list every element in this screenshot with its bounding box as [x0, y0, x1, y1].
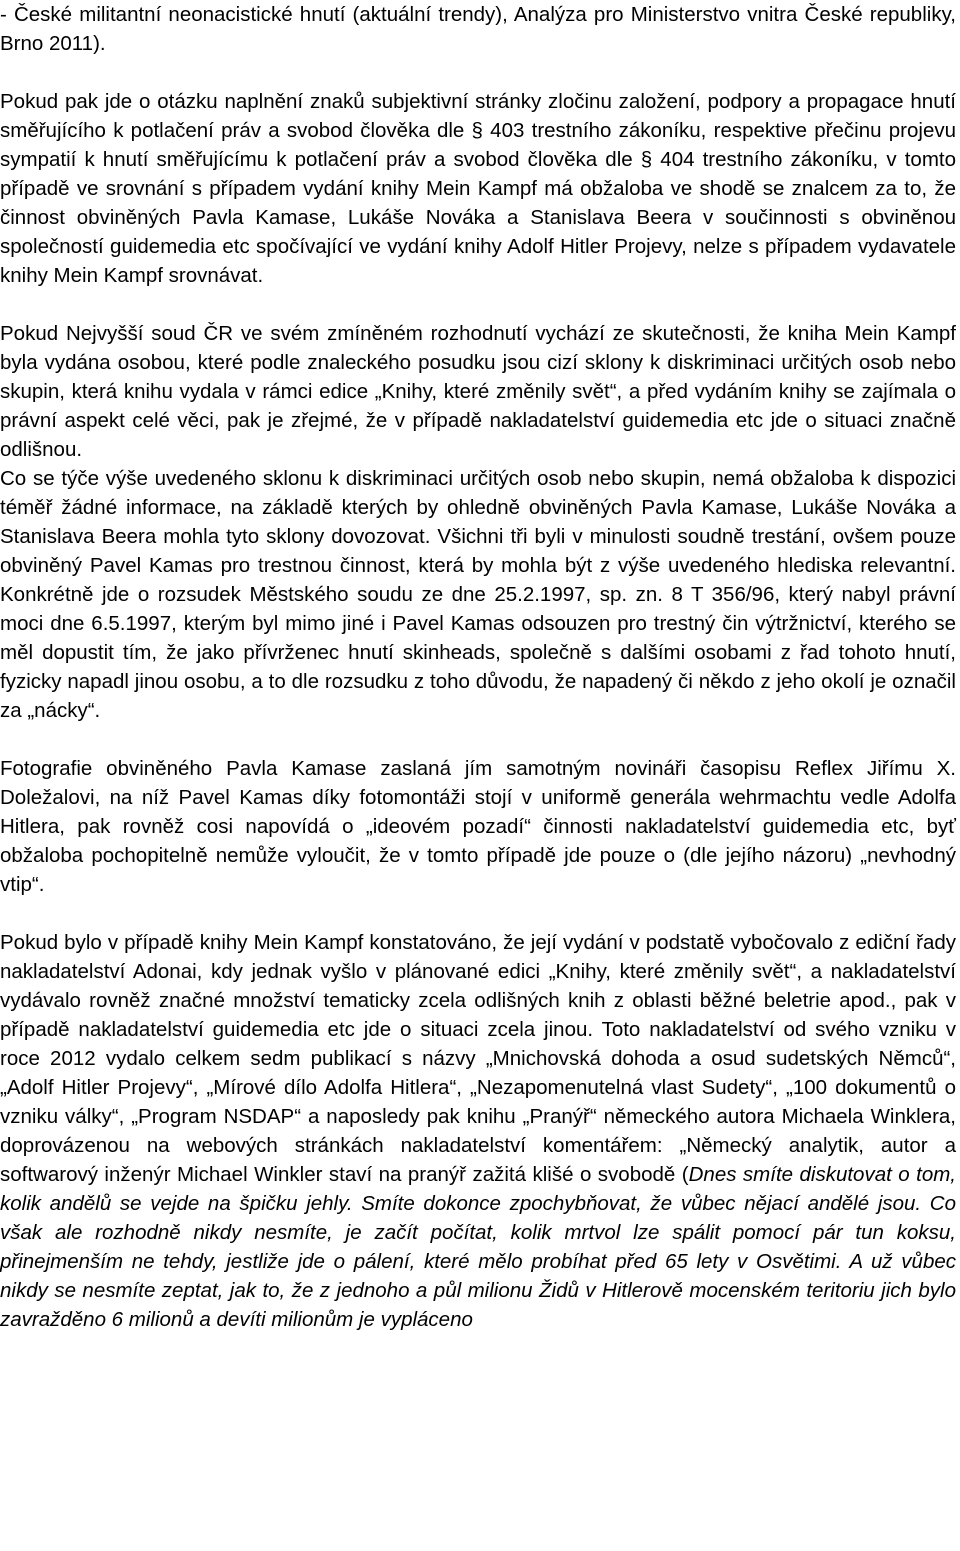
- paragraph-gap: [0, 725, 956, 754]
- paragraph-photograph: [0, 754, 956, 899]
- paragraph-discrimination: [0, 464, 956, 725]
- paragraph-text: Pokud bylo v případě knihy Mein Kampf konstatováno, že její vydání v podstatě vybočovalo z ediční řady nakladatelství Adonai, kdy jednak vyšlo v plánované edici „Knihy, které změnily svět“, a nakladatelství vydávalo rovněž značné množství tematicky zcela odlišných knih z oblasti běžné beletrie apod., pak v případě nakladatelství guidemedia etc jde o situaci zcela jinou. Toto nakladatelství od svého vzniku v roce 2012 vydalo celkem sedm publikací s názvy „Mnichovská dohoda a osud sudetských Němců“, „Adolf Hitler Projevy“, „Mírové dílo Adolfa Hitlera“, „Nezapomenutelná vlast Sudety“, „100 dokumentů o vzniku války“, „Program NSDAP“ a naposledy pak knihu „Pranýř“ německého autora Michaela Winklera, doprovázenou na webových stránkách nakladatelství komentářem: „Německý analytik, autor a softwarový inženýr Michael Winkler staví na pranýř zažitá klišé o svobodě (: [0, 931, 956, 1186]
- paragraph-gap: [0, 290, 956, 319]
- paragraph-text: Fotografie obviněného Pavla Kamase zaslaná jím samotným novináři časopisu Reflex Jiřímu X. Doležalovi, na níž Pavel Kamas díky fotomontáži stojí v uniformě generála wehrmachtu vedle Adolfa Hitlera, pak rovněž cosi napovídá o „ideovém pozadí“ činnosti nakladatelství guidemedia etc, byť obžaloba pochopitelně nemůže vyloučit, že v tomto případě jde pouze o (dle jejího názoru) „nevhodný vtip“.: [0, 757, 956, 896]
- paragraph-gap: [0, 58, 956, 87]
- paragraph-publisher: [0, 928, 956, 1334]
- paragraph-gap: [0, 899, 956, 928]
- paragraph-subjective-side: [0, 87, 956, 290]
- paragraph-citation: [0, 0, 956, 58]
- paragraph-text: Co se týče výše uvedeného sklonu k diskriminaci určitých osob nebo skupin, nemá obžaloba k dispozici téměř žádné informace, na základě kterých by ohledně obviněných Pavla Kamase, Lukáše Nováka a Stanislava Beera mohla tyto sklony dovozovat. Všichni tři byli v minulosti soudně trestání, ovšem pouze obviněný Pavel Kamas pro trestnou činnost, která by mohla být z výše uvedeného hlediska relevantní. Konkrétně jde o rozsudek Městského soudu ze dne 25.2.1997, sp. zn. 8 T 356/96, který nabyl právní moci dne 6.5.1997, kterým byl mimo jiné i Pavel Kamas odsouzen pro trestný čin výtržnictví, kterého se měl dopustit tím, že jako přívrženec hnutí skinheads, společně s dalšími osobami z řad tohoto hnutí, fyzicky napadl jinou osobu, a to dle rozsudku z toho důvodu, že napadený či někdo z jeho okolí je označil za „nácky“.: [0, 467, 956, 722]
- paragraph-text: Pokud pak jde o otázku naplnění znaků subjektivní stránky zločinu založení, podpory a propagace hnutí směřujícího k potlačení práv a svobod člověka dle § 403 trestního zákoníku, respektive přečinu projevu sympatií k hnutí směřujícímu k potlačení práv a svobod člověka dle § 404 trestního zákoníku, v tomto případě ve srovnání s případem vydání knihy Mein Kampf má obžaloba ve shodě se znalcem za to, že činnost obviněných Pavla Kamase, Lukáše Nováka a Stanislava Beera v součinnosti s obviněnou společností guidemedia etc spočívající ve vydání knihy Adolf Hitler Projevy, nelze s případem vydavatele knihy Mein Kampf srovnávat.: [0, 90, 956, 287]
- paragraph-text: - České militantní neonacistické hnutí (aktuální trendy), Analýza pro Ministerstvo vnitra České republiky, Brno 2011).: [0, 3, 956, 55]
- paragraph-italic-quote: Dnes smíte diskutovat o tom, kolik andělů se vejde na špičku jehly. Smíte dokonce zpochybňovat, že vůbec nějací andělé jsou. Co však ale rozhodně nikdy nesmíte, je začít počítat, kolik mrtvol lze spálit pomocí pár tun koksu, přinejmenším ne tehdy, jestliže jde o pálení, které mělo probíhat před 65 lety v Osvětimi. A už vůbec nikdy se nesmíte zeptat, jak to, že z jednoho a půl milionu Židů v Hitlerově mocenském teritoriu jich bylo zavražděno 6 milionů a devíti milionům je vypláceno: [0, 1163, 956, 1331]
- paragraph-supreme-court: [0, 319, 956, 464]
- paragraph-text: Pokud Nejvyšší soud ČR ve svém zmíněném rozhodnutí vychází ze skutečnosti, že kniha Mein Kampf byla vydána osobou, které podle znaleckého posudku jsou cizí sklony k diskriminaci určitých osob nebo skupin, která knihu vydala v rámci edice „Knihy, které změnily svět“, a před vydáním knihy se zajímala o právní aspekt celé věci, pak je zřejmé, že v případě nakladatelství guidemedia etc jde o situaci značně odlišnou.: [0, 322, 956, 461]
